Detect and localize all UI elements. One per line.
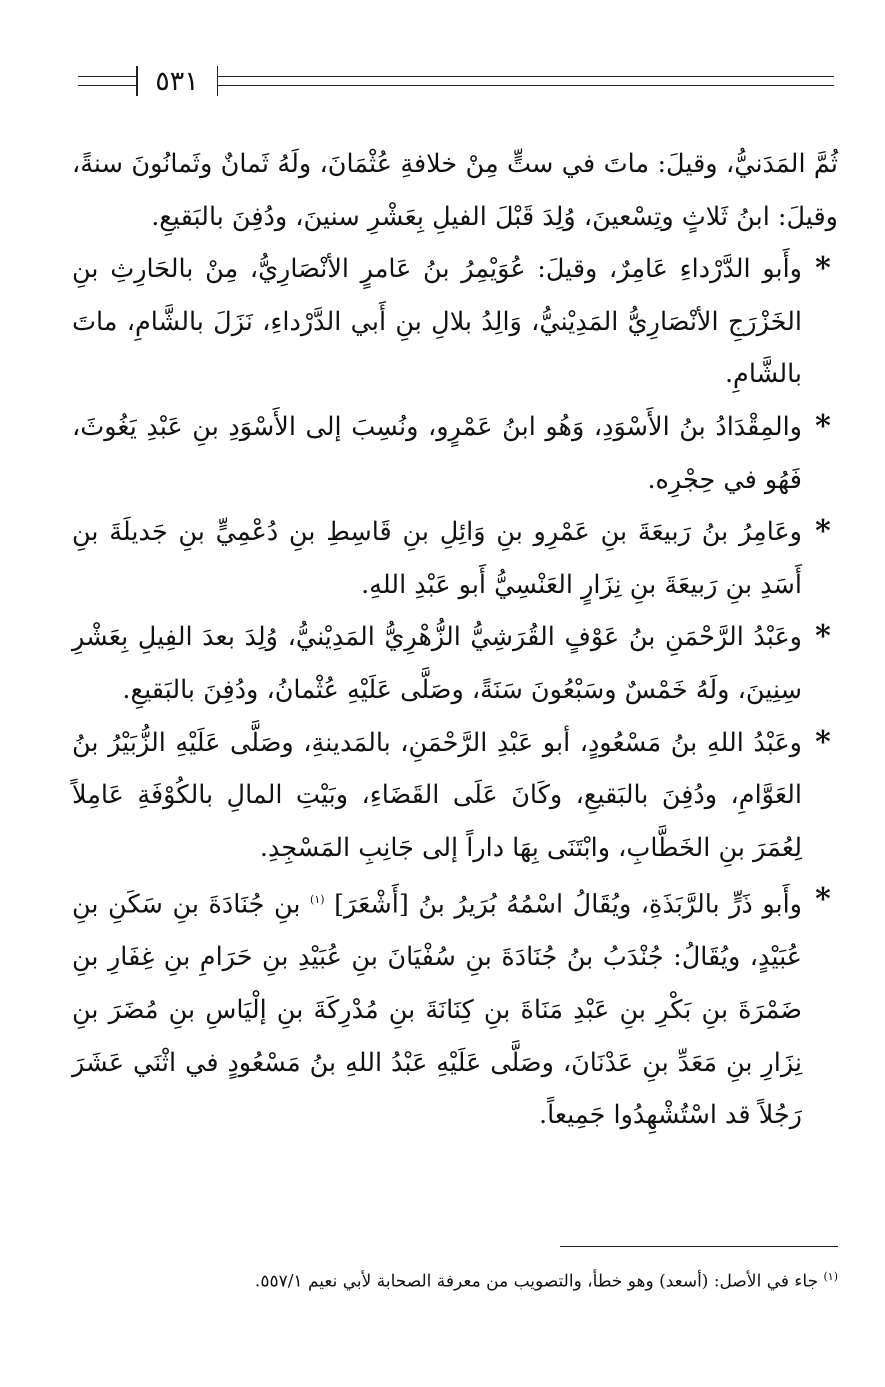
- entry-abd-al-rahman-ibn-awf: [72, 611, 838, 716]
- paragraph-text-after-note: بنِ جُنَادَةَ بنِ سَكَنِ بنِ عُبَيْدٍ، ويُقَالُ: جُنْدَبُ بنُ جُنَادَةَ بنِ سُفْيَانَ بنِ عُبَيْدِ بنِ حَرَامِ بنِ غِفَارِ بنِ ضَمْرَةَ بنِ بَكْرِ بنِ عَبْدِ مَنَاةَ بنِ كِنَانَةَ بنِ مُدْرِكَةَ بنِ إلْيَاسِ بنِ مُضَرَ بنِ نِزَارِ بنِ مَعَدِّ بنِ عَدْنَانَ، وصَلَّى عَلَيْهِ عَبْدُ اللهِ بنُ مَسْعُودٍ في اثْنَي عَشَرَ رَجُلاً قد اسْتُشْهِدُوا جَمِيعاً.: [72, 889, 802, 1131]
- footnote-divider: [560, 1246, 838, 1247]
- asterisk-bullet-icon: *: [815, 882, 831, 918]
- paragraph-text-before-note: وأَبو ذَرٍّ بالرَّبَذَةِ، ويُقَالُ اسْمُهُ بُرَيرُ بنُ [أَشْعَرَ]: [334, 889, 802, 920]
- entry-al-miqdad: [72, 401, 838, 506]
- asterisk-bullet-icon: *: [815, 514, 831, 550]
- entry-abu-dharr: [72, 874, 838, 1141]
- paragraph-text: وعَامِرُ بنُ رَبيعَةَ بنِ عَمْرِو بنِ وَائِلِ بنِ قَاسِطِ بنِ دُعْمِيٍّ بنِ جَديلَةَ بنِ أَسَدِ بنِ رَبيعَةَ بنِ نِزَارٍ العَنْسِيُّ أَبو عَبْدِ اللهِ.: [72, 517, 802, 600]
- paragraph-text: وعَبْدُ الرَّحْمَنِ بنُ عَوْفٍ القُرَشِيُّ الزُّهْرِيُّ المَدِيْنيُّ، وُلِدَ بعدَ الفِيلِ بِعَشْرِ سِنِينَ، ولَهُ خَمْسٌ وسَبْعُونَ سَنَةً، وصَلَّى عَلَيْهِ عُثْمانُ، ودُفِنَ بالبَقيعِ.: [72, 622, 802, 705]
- header-rule-right: [218, 76, 834, 86]
- paragraph-text: وعَبْدُ اللهِ بنُ مَسْعُودٍ، أبو عَبْدِ الرَّحْمَنِ، بالمَدينةِ، وصَلَّى عَلَيْهِ الزُّبَيْرُ بنُ العَوَّامِ، ودُفِنَ بالبَقيعِ، وكَانَ عَلَى القَضَاءِ، وبَيْتِ المالِ بالكُوْفَةِ عَامِلاً لِعُمَرَ بنِ الخَطَّابِ، وابْتَنَى بِهَا داراً إلى جَانِبِ المَسْجِدِ.: [72, 727, 802, 863]
- main-text: [72, 138, 838, 1142]
- asterisk-bullet-icon: *: [815, 251, 831, 287]
- asterisk-bullet-icon: *: [815, 724, 831, 760]
- entry-abu-al-darda: [72, 243, 838, 401]
- entry-amir-ibn-rabia: [72, 506, 838, 611]
- footnote-reference[interactable]: (١): [310, 893, 325, 907]
- footnote: [140, 1262, 838, 1297]
- asterisk-bullet-icon: *: [815, 408, 831, 444]
- asterisk-bullet-icon: *: [815, 619, 831, 655]
- entry-abd-allah-ibn-masud: [72, 717, 838, 875]
- paragraph-continuation: [72, 138, 838, 243]
- header-rule-left: [78, 76, 136, 86]
- footnote-marker: (١): [823, 1270, 838, 1283]
- paragraph-text: والمِقْدَادُ بنُ الأَسْوَدِ، وَهُو ابنُ عَمْرٍو، ونُسِبَ إلى الأَسْوَدِ بنِ عَبْدِ يَغُوثَ، فَهُو في حِجْرِه.: [72, 411, 802, 495]
- paragraph-text: وأَبو الدَّرْداءِ عَامِرٌ، وقيلَ: عُوَيْمِرُ بنُ عَامرٍ الأنْصَارِيُّ، مِنْ بالحَارِثِ بنِ الخَزْرَجِ الأنْصَارِيُّ المَدِيْنيُّ، وَالِدُ بلالِ بنِ أَبي الدَّرْداءِ، نَزَلَ بالشَّامِ، ماتَ بالشَّامِ.: [72, 254, 802, 390]
- paragraph-text: ثُمَّ المَدَنيُّ، وقيلَ: ماتَ في ستٍّ مِنْ خلافةِ عُثْمَانَ، ولَهُ ثَمانٌ وثَمانُونَ سنةً، وقيلَ: ابنُ ثَلاثٍ وتِسْعينَ، وُلِدَ قَبْلَ الفيلِ بِعَشْرِ سنينَ، ودُفِنَ بالبَقيعِ.: [72, 149, 838, 232]
- footnote-text: جاء في الأصل: (أسعد) وهو خطأ، والتصويب من معرفة الصحابة لأبي نعيم ٥٥٧/١.: [254, 1271, 819, 1292]
- page-number: ٥٣١: [136, 62, 218, 102]
- page-header: [78, 62, 834, 102]
